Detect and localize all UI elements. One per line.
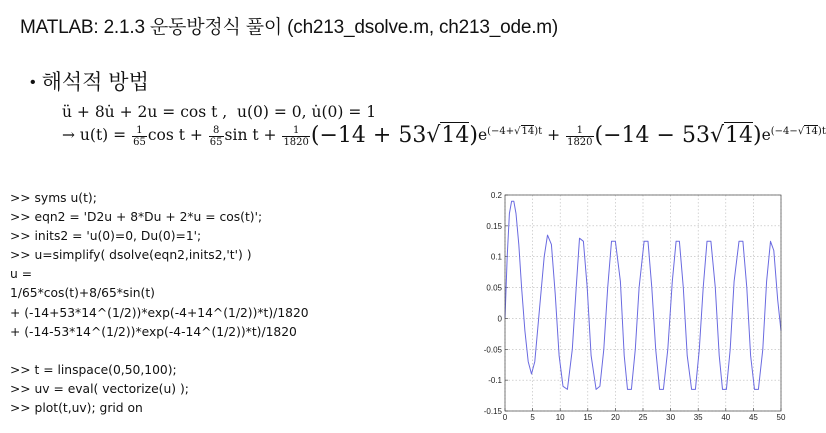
x-tick-label: 5 bbox=[530, 413, 535, 422]
equation-lhs: ü + 8u̇ + 2u = cos t , bbox=[62, 103, 228, 121]
x-tick-label: 15 bbox=[583, 413, 593, 422]
equation-of-motion bbox=[62, 103, 376, 121]
code-line: >> plot(t,uv); grid on bbox=[10, 401, 143, 416]
close-paren-a: ) bbox=[469, 123, 478, 148]
x-tick-label: 20 bbox=[610, 413, 620, 422]
code-line bbox=[10, 342, 309, 361]
x-tick-label: 45 bbox=[748, 413, 758, 422]
x-tick-label: 30 bbox=[666, 413, 676, 422]
code-line: + (-14+53*14^(1/2))*exp(-4+14^(1/2))*t)/1820 bbox=[10, 305, 309, 320]
analytic-solution bbox=[62, 123, 826, 148]
fraction-1-65-a: $\frac{1}{65}$ bbox=[133, 124, 146, 148]
code-line: 1/65*cos(t)+8/65*sin(t) bbox=[10, 286, 155, 301]
close-paren-b: ) bbox=[753, 123, 762, 148]
cos-term: cos t + bbox=[147, 126, 203, 144]
y-tick-label: 0.2 bbox=[490, 191, 502, 200]
code-line: >> eqn2 = 'D2u + 8*Du + 2*u = cos(t)'; bbox=[10, 210, 263, 225]
code-line: + (-14-53*14^(1/2))*exp(-4-14^(1/2))*t)/1820 bbox=[10, 324, 297, 339]
x-tick-label: 25 bbox=[638, 413, 648, 422]
exp-base-b: e bbox=[761, 126, 771, 144]
sqrt-14-b: 14 bbox=[725, 123, 753, 148]
exponent-a: (−4+√14)t bbox=[487, 125, 543, 137]
y-tick-label: 0.15 bbox=[486, 221, 502, 231]
code-line: u = bbox=[10, 267, 33, 282]
matlab-code-listing bbox=[10, 189, 309, 418]
y-tick-label: 0 bbox=[497, 314, 502, 324]
y-tick-label: -0.15 bbox=[483, 407, 502, 416]
code-line: >> syms u(t); bbox=[10, 191, 97, 205]
sqrt-symbol-b: √ bbox=[709, 123, 724, 148]
code-line: >> u=simplify( dsolve(eqn2,inits2,'t') ) bbox=[10, 248, 252, 263]
page-title: MATLAB: 2.1.3 운동방정식 풀이 (ch213_dsolve.m, ch213_ode.m) bbox=[20, 17, 559, 38]
y-tick-label: -0.05 bbox=[483, 345, 502, 355]
solution-arrow: → u(t) = bbox=[62, 126, 127, 144]
x-tick-label: 50 bbox=[776, 413, 786, 422]
x-tick-label: 35 bbox=[693, 413, 703, 422]
y-tick-label: 0.05 bbox=[486, 283, 502, 293]
exp-base-a: e bbox=[477, 126, 488, 144]
x-tick-label: 10 bbox=[555, 413, 565, 422]
fraction-1-1820-a: $\frac{1}{1820}$ bbox=[283, 124, 309, 148]
code-line: >> inits2 = 'u(0)=0, Du(0)=1'; bbox=[10, 229, 202, 244]
response-plot bbox=[478, 186, 794, 430]
fraction-1-1820-b: $\frac{1}{1820}$ bbox=[567, 124, 593, 148]
sqrt-symbol: √ bbox=[426, 123, 441, 148]
section-heading-text: 해석적 방법 bbox=[41, 71, 149, 94]
sin-term: sin t + bbox=[224, 126, 277, 144]
x-tick-label: 40 bbox=[721, 413, 731, 422]
y-tick-label: -0.1 bbox=[488, 376, 502, 386]
paren-term-2: (−14 − 53 bbox=[594, 123, 710, 148]
exponent-b: (−4−√14)t bbox=[770, 125, 826, 137]
y-tick-label: 0.1 bbox=[490, 252, 502, 262]
code-line: >> uv = eval( vectorize(u) ); bbox=[10, 381, 189, 396]
bullet-mark: • bbox=[30, 74, 36, 91]
paren-term-1: (−14 + 53 bbox=[310, 123, 427, 148]
code-line: >> t = linspace(0,50,100); bbox=[10, 362, 177, 377]
sqrt-14-a: 14 bbox=[441, 123, 470, 148]
x-tick-label: 0 bbox=[502, 413, 508, 422]
section-heading bbox=[30, 66, 149, 96]
fraction-8-65: $\frac{8}{65}$ bbox=[209, 124, 223, 148]
initial-conditions: u(0) = 0, u̇(0) = 1 bbox=[237, 103, 377, 121]
plus-sign: + bbox=[547, 126, 561, 144]
